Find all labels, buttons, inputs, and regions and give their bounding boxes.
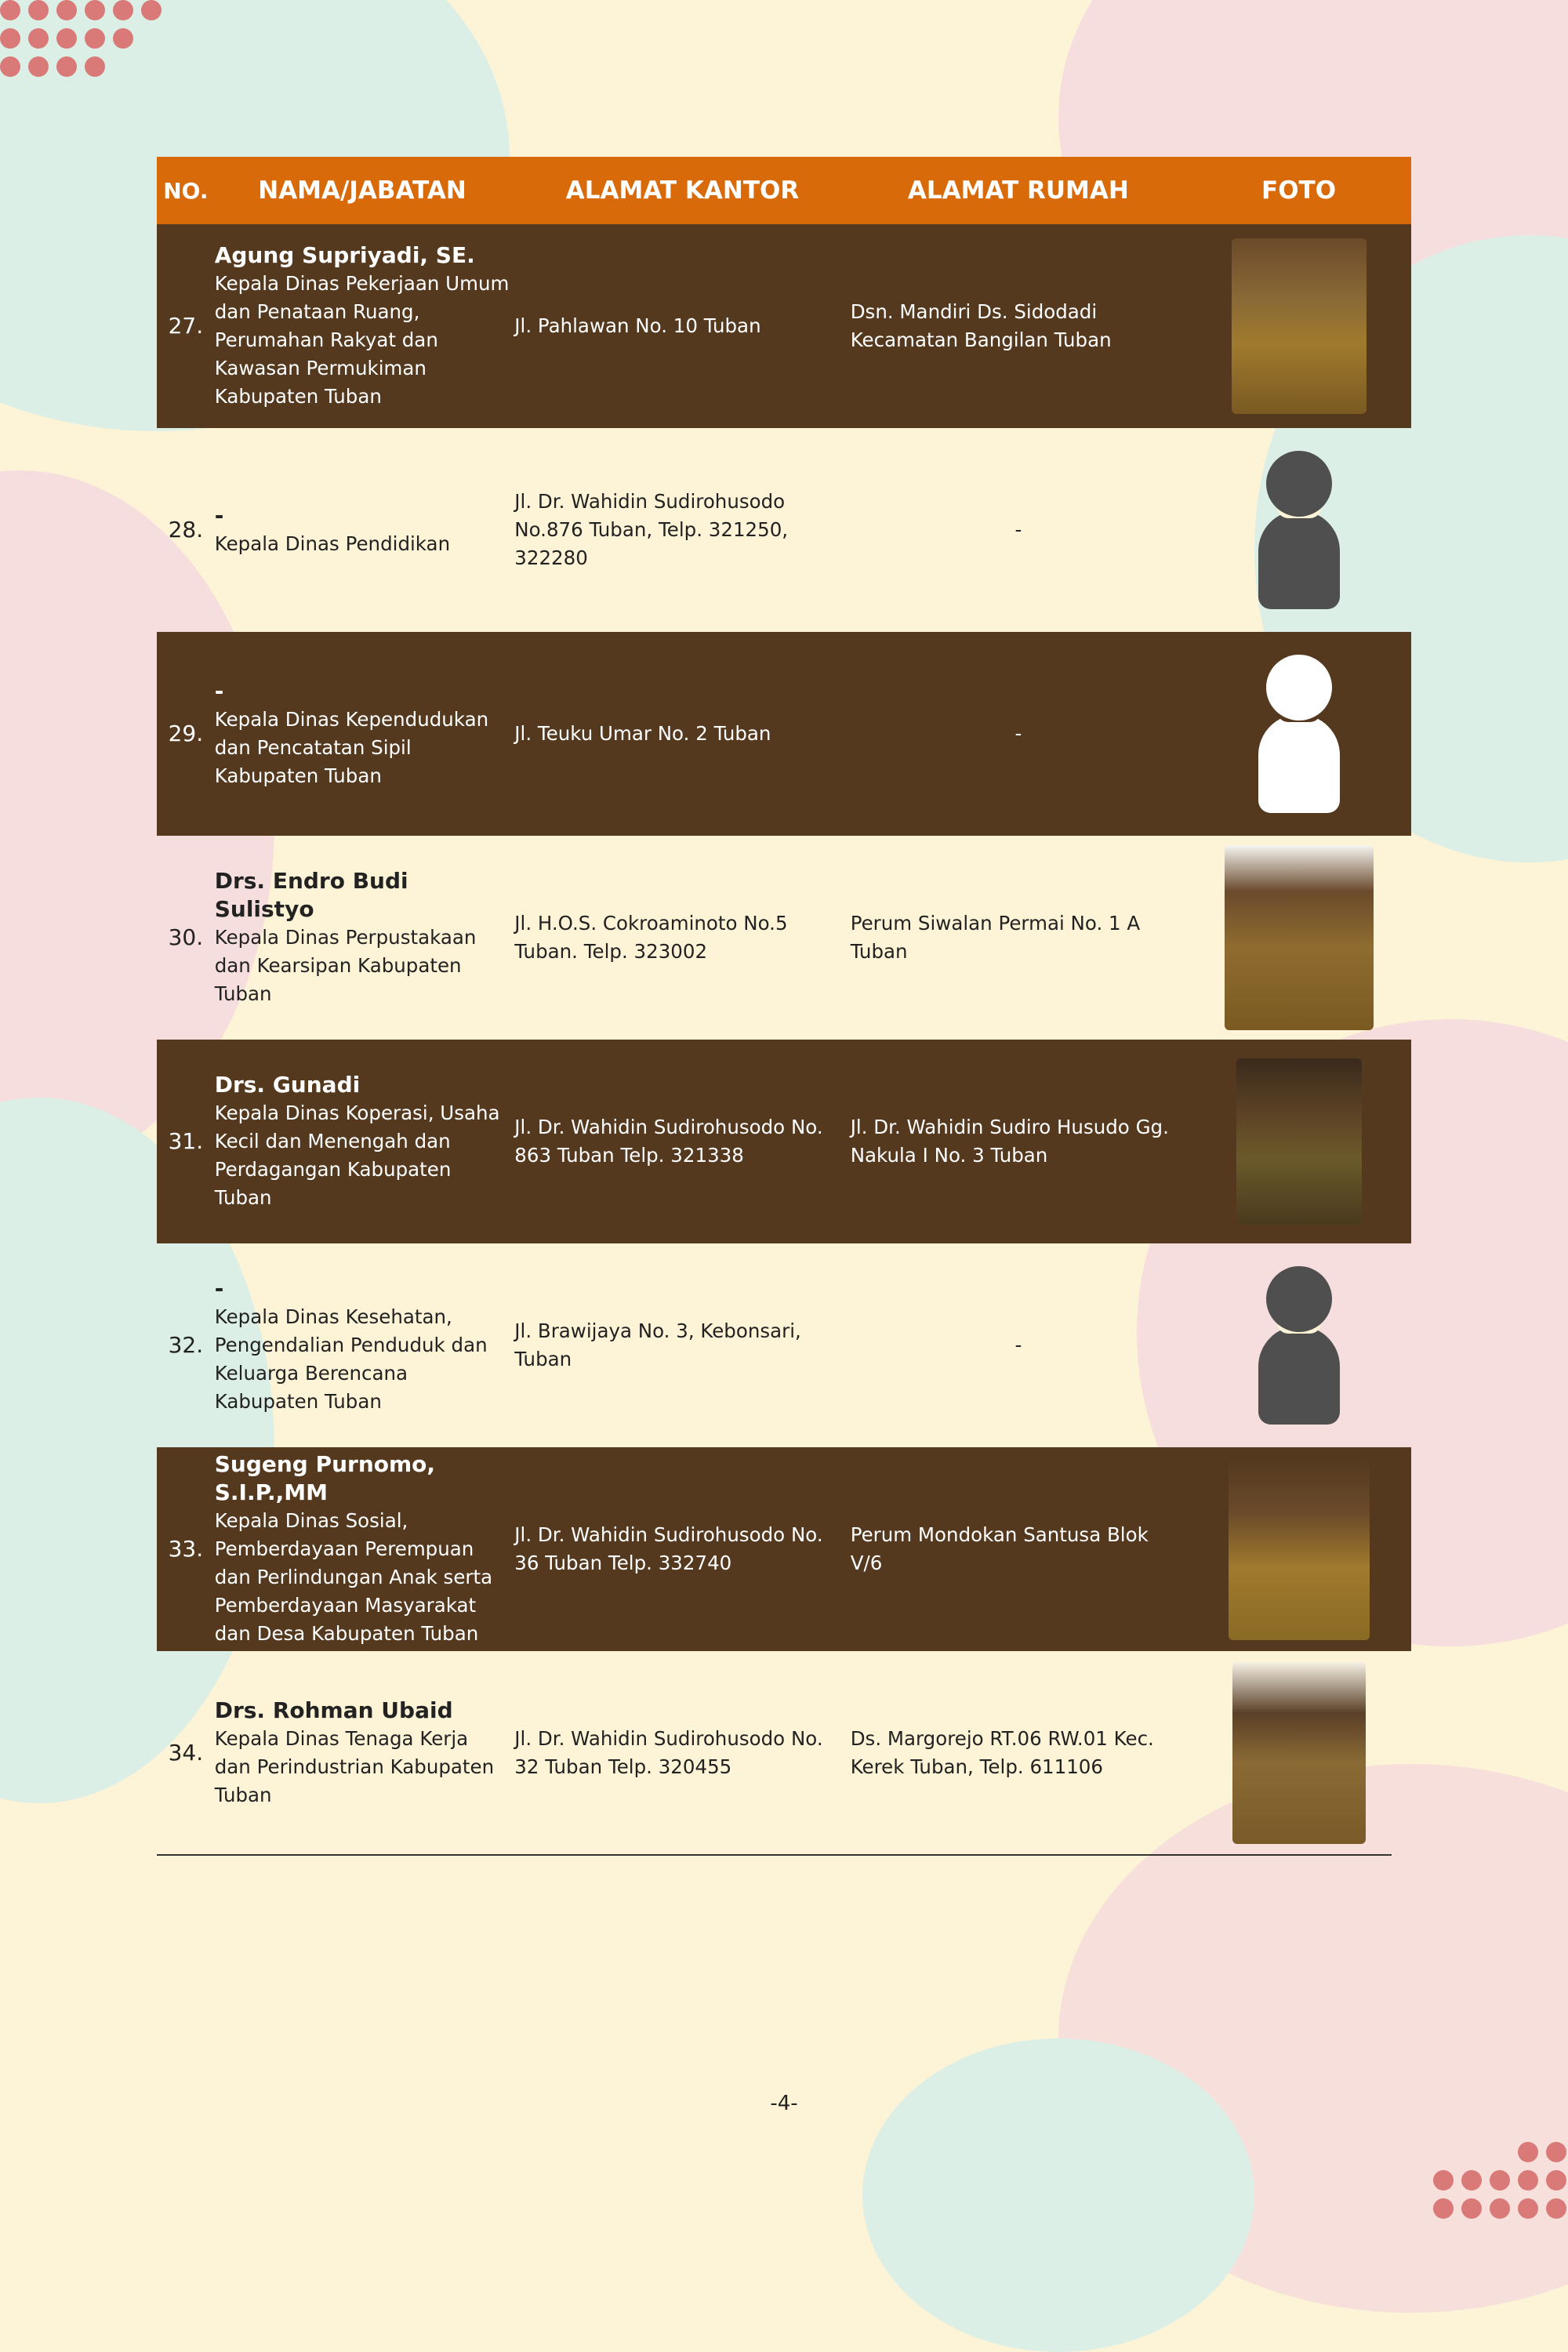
official-photo (1236, 1058, 1362, 1225)
office-address: Jl. Brawijaya No. 3, Kebonsari, Tuban (514, 1319, 801, 1370)
official-name: Drs. Rohman Ubaid (214, 1697, 453, 1723)
office-address: Jl. Teuku Umar No. 2 Tuban (514, 722, 771, 745)
photo-cell (1186, 1662, 1411, 1844)
official-name: - (214, 503, 224, 528)
row-number: 33. (168, 1536, 204, 1562)
official-name: - (214, 678, 224, 704)
photo-cell (1186, 845, 1411, 1030)
office-address: Jl. Dr. Wahidin Sudirohusodo No. 863 Tuban Telp. 321338 (514, 1116, 823, 1167)
table-row (157, 1447, 1411, 1651)
placeholder-person-icon (1258, 655, 1340, 813)
name-cell (215, 1275, 515, 1416)
official-name: - (214, 1276, 224, 1301)
office-address: Jl. H.O.S. Cokroaminoto No.5 Tuban. Telp. 323002 (514, 912, 788, 963)
row-number: 28. (168, 517, 204, 543)
official-position: Kepala Dinas Perpustakaan dan Kearsipan Kabupaten Tuban (214, 926, 477, 1005)
name-cell (215, 677, 515, 790)
row-number: 34. (168, 1740, 204, 1766)
name-cell (215, 502, 515, 558)
home-address: Ds. Margorejo RT.06 RW.01 Kec. Kerek Tuban, Telp. 611106 (850, 1727, 1154, 1778)
home-address: - (1014, 722, 1022, 745)
name-cell (215, 867, 515, 1008)
photo-cell (1186, 238, 1411, 414)
home-address: Perum Siwalan Permai No. 1 A Tuban (850, 912, 1141, 963)
table-header (157, 157, 1411, 224)
row-number: 29. (168, 720, 204, 746)
placeholder-person-icon (1258, 1266, 1340, 1425)
table-bottom-rule (157, 1854, 1392, 1856)
photo-cell (1186, 1058, 1411, 1225)
name-cell (215, 1071, 515, 1212)
background-blob (862, 2038, 1254, 2352)
home-address: Dsn. Mandiri Ds. Sidodadi Kecamatan Bangilan Tuban (850, 300, 1112, 351)
placeholder-person-icon (1258, 451, 1340, 609)
photo-cell (1186, 1458, 1411, 1640)
home-address: - (1014, 1334, 1022, 1356)
official-position: Kepala Dinas Koperasi, Usaha Kecil dan Menengah dan Perdagangan Kabupaten Tuban (214, 1102, 500, 1209)
header-alamat-kantor: ALAMAT KANTOR (565, 176, 800, 205)
official-position: Kepala Dinas Sosial, Pemberdayaan Perempuan dan Perlindungan Anak serta Pemberdayaan Masyarakat dan Desa Kabupaten Tuban (214, 1509, 493, 1645)
official-photo (1232, 1662, 1366, 1844)
name-cell (215, 1450, 515, 1648)
photo-cell (1186, 655, 1411, 813)
office-address: Jl. Dr. Wahidin Sudirohusodo No.876 Tuban, Telp. 321250, 322280 (514, 490, 789, 569)
name-cell (215, 1697, 515, 1809)
photo-cell (1186, 1266, 1411, 1425)
row-number: 27. (168, 313, 204, 339)
header-alamat-rumah: ALAMAT RUMAH (907, 176, 1129, 205)
home-address: Perum Mondokan Santusa Blok V/6 (850, 1523, 1149, 1574)
official-name: Sugeng Purnomo, S.I.P.,MM (214, 1451, 436, 1505)
table-row (157, 1243, 1411, 1447)
official-photo (1232, 238, 1367, 414)
official-photo (1229, 1458, 1370, 1640)
header-no: NO. (163, 177, 209, 204)
row-number: 30. (168, 924, 204, 950)
photo-cell (1186, 451, 1411, 609)
official-name: Drs. Endro Budi Sulistyo (214, 868, 408, 922)
official-position: Kepala Dinas Pendidikan (214, 532, 451, 555)
office-address: Jl. Dr. Wahidin Sudirohusodo No. 32 Tuban Telp. 320455 (514, 1727, 823, 1778)
header-foto: FOTO (1261, 176, 1337, 205)
decorative-dots-bottom-right (1433, 2142, 1568, 2219)
home-address: Jl. Dr. Wahidin Sudiro Husudo Gg. Nakula I No. 3 Tuban (850, 1116, 1169, 1167)
table-row (157, 632, 1411, 836)
decorative-dots-top-left (0, 0, 162, 77)
row-number: 32. (168, 1332, 204, 1358)
header-nama-jabatan: NAMA/JABATAN (258, 176, 466, 205)
home-address: - (1014, 518, 1022, 541)
table-row (157, 1040, 1411, 1243)
page-number: -4- (770, 2092, 798, 2115)
table-row (157, 428, 1411, 632)
officials-table (157, 157, 1411, 1855)
official-photo (1225, 845, 1374, 1030)
row-number: 31. (168, 1128, 204, 1154)
office-address: Jl. Pahlawan No. 10 Tuban (514, 314, 761, 337)
official-position: Kepala Dinas Tenaga Kerja dan Perindustrian Kabupaten Tuban (214, 1727, 495, 1806)
table-row (157, 1651, 1411, 1855)
official-name: Agung Supriyadi, SE. (214, 242, 475, 268)
name-cell (215, 241, 515, 411)
official-position: Kepala Dinas Pekerjaan Umum dan Penataan Ruang, Perumahan Rakyat dan Kawasan Permukiman Kabupaten Tuban (214, 272, 510, 408)
office-address: Jl. Dr. Wahidin Sudirohusodo No. 36 Tuban Telp. 332740 (514, 1523, 823, 1574)
official-position: Kepala Dinas Kependudukan dan Pencatatan Sipil Kabupaten Tuban (214, 708, 489, 787)
official-position: Kepala Dinas Kesehatan, Pengendalian Penduduk dan Keluarga Berencana Kabupaten Tuban (214, 1305, 488, 1413)
table-row (157, 224, 1411, 428)
table-row (157, 836, 1411, 1040)
official-name: Drs. Gunadi (214, 1072, 361, 1098)
